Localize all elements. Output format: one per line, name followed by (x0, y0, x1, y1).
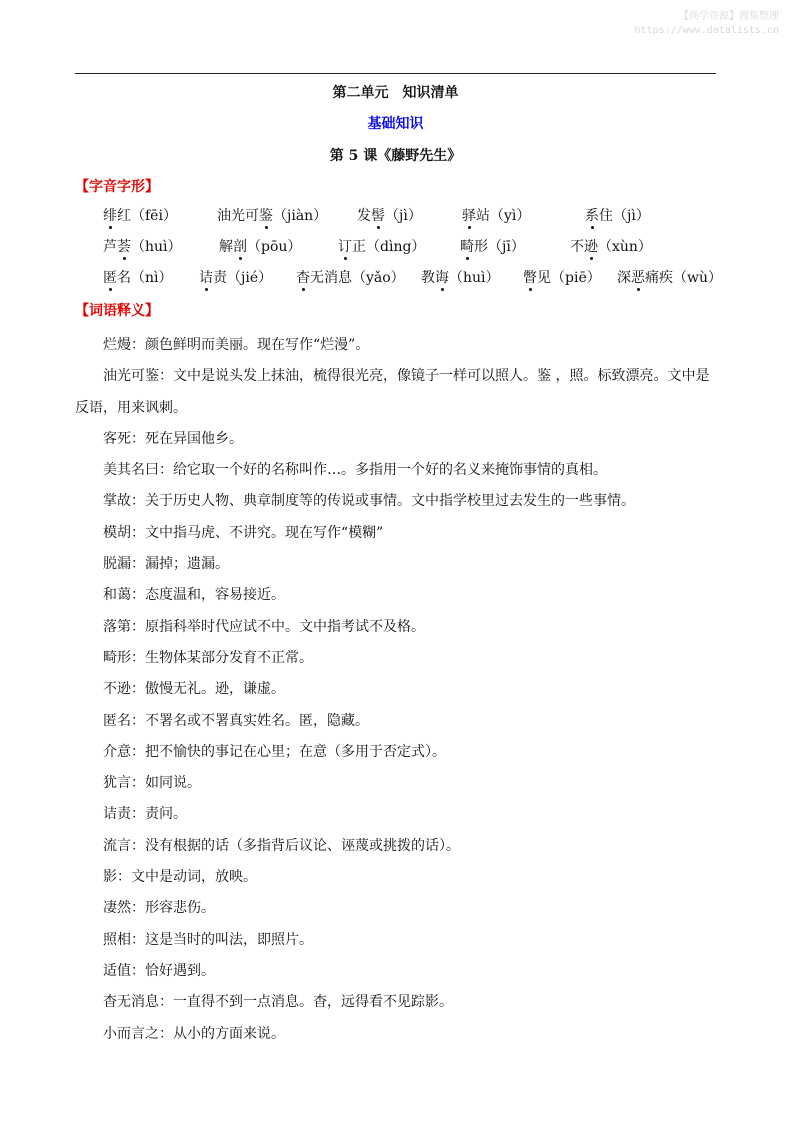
word-text: 正（dìng） (352, 239, 426, 255)
pronunciation-item (523, 267, 601, 287)
pronunciation-item (338, 236, 425, 256)
watermark (635, 10, 780, 38)
pronunciation-item (357, 205, 422, 225)
word-text: 痛疾（wù） (645, 270, 722, 286)
word-text: （jì） (385, 208, 422, 224)
emphasized-char: 诘 (199, 270, 213, 286)
definition-item: 畸形：生物体某部分发育不正常。 (103, 649, 313, 666)
definition-item: 脱漏：漏掉；遗漏。 (103, 556, 229, 573)
definition-item: 客死：死在异国他乡。 (103, 430, 243, 447)
definitions-list (75, 330, 716, 1050)
definition-item: 诘责：责问。 (103, 806, 187, 823)
definition-item: 模胡：文中指马虎、不讲究。现在写作“模糊” (103, 524, 384, 541)
pronunciation-item (585, 205, 650, 225)
word-text: 无消息（yǎo） (310, 270, 405, 286)
word-text: 油光可 (217, 208, 259, 224)
definition-item: 小而言之：从小的方面来说。 (103, 1025, 285, 1042)
emphasized-char: 荟 (117, 239, 131, 255)
word-text: 见（piē） (537, 270, 601, 286)
word-text: 不 (570, 239, 584, 255)
word-text: 名（nì） (117, 270, 173, 286)
emphasized-char: 驿 (462, 208, 476, 224)
pronunciation-item (103, 267, 173, 287)
pronunciation-item (103, 205, 177, 225)
pronunciation-item (103, 236, 182, 256)
word-text: 解 (219, 239, 233, 255)
definition-item: 和蔼：态度温和，容易接近。 (103, 587, 285, 604)
definition-item: 掌故：关于历史人物、典章制度等的传说或事情。文中指学校里过去发生的一些事情。 (103, 493, 635, 510)
definition-item: 匿名：不署名或不署真实姓名。匿，隐藏。 (103, 712, 369, 729)
header-rule (75, 73, 716, 74)
lesson-title: 第 5 课《藤野先生》 (329, 148, 462, 164)
emphasized-char: 鉴 (259, 208, 273, 224)
page-title: 第二单元 知识清单 (332, 85, 459, 101)
pronunciation-item (296, 267, 405, 287)
definition-item: 适值：恰好遇到。 (103, 962, 215, 979)
definition-item: 犹言：如同说。 (103, 775, 201, 792)
emphasized-char: 杳 (296, 270, 310, 286)
watermark-line1: 【尚学资源】搜集整理 (679, 11, 779, 22)
emphasized-char: 瞥 (523, 270, 537, 286)
emphasized-char: 诲 (435, 270, 449, 286)
pronunciation-item (421, 267, 500, 287)
pronunciation-item (460, 236, 525, 256)
word-text: 教 (421, 270, 435, 286)
word-text: （huì） (449, 270, 500, 286)
word-text: 深 (617, 270, 631, 286)
emphasized-char: 系 (585, 208, 599, 224)
definition-item: 流言：没有根据的话（多指背后议论、诬蔑或挑拨的话）。 (103, 837, 460, 854)
word-text: 芦 (103, 239, 117, 255)
emphasized-char: 匿 (103, 270, 117, 286)
pronunciation-item (570, 236, 652, 256)
pronunciation-item (617, 267, 722, 287)
emphasized-char: 髻 (371, 208, 385, 224)
definition-item: 照相：这是当时的叫法，即照片。 (103, 931, 313, 948)
word-text: 形（jī） (474, 239, 525, 255)
pronunciation-item (199, 267, 272, 287)
word-text: （huì） (131, 239, 182, 255)
pronunciation-item (217, 205, 327, 225)
word-text: 发 (357, 208, 371, 224)
definition-item: 杳无消息：一直得不到一点消息。杳，远得看不见踪影。 (103, 994, 453, 1011)
word-text: （pōu） (247, 239, 302, 255)
definition-item: 影：文中是动词，放映。 (103, 869, 257, 886)
section-heading-pronunciation: 【字音字形】 (75, 179, 159, 195)
section-heading-definitions: 【词语释义】 (75, 303, 159, 319)
word-text: （xùn） (598, 239, 652, 255)
word-text: 站（yì） (476, 208, 531, 224)
pronunciation-item (219, 236, 301, 256)
pronunciation-item (462, 205, 530, 225)
word-text: （jiàn） (273, 208, 328, 224)
emphasized-char: 恶 (631, 270, 645, 286)
definition-item: 凄然：形容悲伤。 (103, 900, 215, 917)
definition-item: 美其名曰：给它取一个好的名称叫作…。多指用一个好的名义来掩饰事情的真相。 (103, 462, 607, 479)
watermark-url: https://www.datalists.cn (634, 25, 779, 36)
word-text: 红（fēi） (117, 208, 177, 224)
word-text: 责（jié） (213, 270, 273, 286)
definition-item: 油光可鉴：文中是说头发上抹油，梳得很光亮，像镜子一样可以照人。鉴 ，照。标致漂亮。文中是反语，用来讽刺。 (75, 368, 710, 416)
emphasized-char: 逊 (584, 239, 598, 255)
definition-item: 不逊：傲慢无礼。逊，谦虚。 (103, 681, 285, 698)
emphasized-char: 剖 (233, 239, 247, 255)
definition-item: 介意：把不愉快的事记在心里；在意（多用于否定式）。 (103, 743, 446, 760)
emphasized-char: 畸 (460, 239, 474, 255)
subtitle: 基础知识 (367, 116, 424, 132)
word-text: 住（jì） (599, 208, 650, 224)
emphasized-char: 绯 (103, 208, 117, 224)
definition-item: 烂熳：颜色鲜明而美丽。现在写作“烂漫”。 (103, 337, 370, 353)
definition-item: 落第：原指科举时代应试不中。文中指考试不及格。 (103, 618, 425, 635)
emphasized-char: 订 (338, 239, 352, 255)
